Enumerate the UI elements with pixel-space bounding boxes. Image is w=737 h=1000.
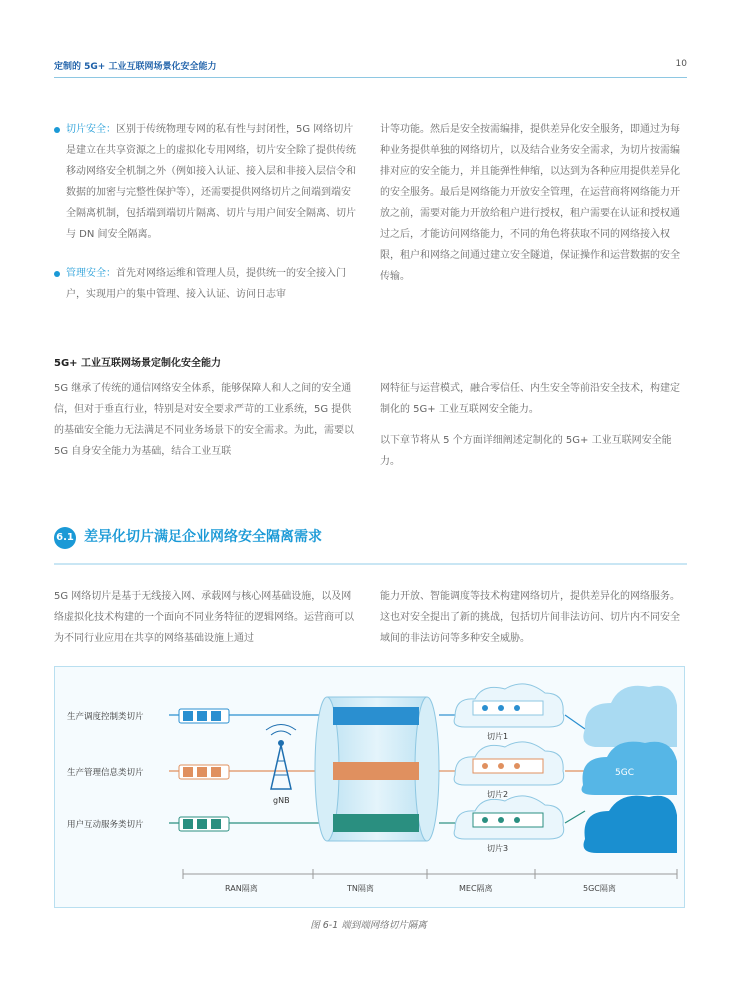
bullet-lead: 管理安全： [66, 268, 116, 279]
row-label-management: 生产管理信息类切片 [67, 768, 144, 778]
page-number: 10 [675, 59, 687, 69]
mec-cloud-1 [454, 684, 564, 727]
transport-pipe [315, 697, 439, 841]
block2-right-column [380, 378, 686, 472]
row-label-control: 生产调度控制类切片 [67, 712, 144, 722]
mec-cloud-2 [454, 742, 564, 785]
slice-row-1-blocks [169, 709, 333, 723]
paragraph: 计等功能。然后是安全按需编排，提供差异化安全服务，即通过为每种业务提供单独的网络切片，以及结合业务安全需求，为切片按需编排对应的安全能力，并且能弹性伸缩，以达到为各种应用提供差异化的安全服务。最后是网络能力开放安全管理，在运营商将网络能力开放之前，需要对能力开放给租户进行授权，租户需要在认证和授权通过之后，才能访问网络能力，不同的角色将获取不同的网络接入权限，租户和网络之间通过建立安全隧道，保证操作和运营数据的安全传输。 [380, 124, 680, 282]
bullet-body: 首先对网络运维和管理人员，提供统一的安全接入门户，实现用户的集中管理、接入认证、访问日志审 [66, 268, 346, 300]
bullet-dot-icon [54, 127, 60, 133]
bullet-slice-security [54, 119, 358, 245]
segment-tn: TN隔离 [347, 884, 374, 893]
bullet-management-security [54, 263, 358, 305]
section-title: 差异化切片满足企业网络安全隔离需求 [84, 529, 322, 545]
slice-label-3: 切片3 [487, 844, 509, 853]
paragraph: 网特征与运营模式，融合零信任、内生安全等前沿安全技术，构建定制化的 5G+ 工业互联网安全能力。 [380, 383, 680, 415]
core-label: 5GC [615, 768, 634, 778]
header-title: 定制的 5G+ 工业互联网场景化安全能力 [54, 62, 217, 72]
gnb-label: gNB [273, 796, 290, 805]
segment-ran: RAN隔离 [225, 884, 258, 893]
segment-5gc: 5GC隔离 [583, 884, 616, 893]
slice-row-2-blocks [169, 765, 333, 779]
bullet-dot-icon [54, 271, 60, 277]
bullet-body: 区别于传统物理专网的私有性与封闭性，5G 网络切片是建立在共享资源之上的虚拟化专用网络，切片安全除了提供传统移动网络安全机制之外（例如接入认证、接入层和非接入层信令和数据的加密与完整性保护等），还需要提供网络切片之间端到端安全隔离机制，包括端到端切片隔离、切片与用户间安全隔离、切片与 DN 间安全隔离。 [66, 124, 356, 240]
block1-right-column [380, 119, 686, 287]
row-label-interaction: 用户互动服务类切片 [67, 820, 144, 830]
section-divider [54, 563, 687, 565]
paragraph: 能力开放、智能调度等技术构建网络切片，提供差异化的网络服务。这也对安全提出了新的挑战，包括切片间非法访问、切片内不同安全域间的非法访问等多种安全威胁。 [380, 591, 680, 644]
slice-label-1: 切片1 [487, 732, 509, 741]
section-number-badge: 6.1 [54, 527, 76, 549]
block2-left-column [54, 378, 358, 462]
paragraph: 5G 网络切片是基于无线接入网、承载网与核心网基础设施，以及网络虚拟化技术构建的一个面向不同业务特征的逻辑网络。运营商可以为不同行业应用在共享的网络基础设施上通过 [54, 591, 354, 644]
block1-left-column [54, 119, 358, 305]
paragraph: 5G 继承了传统的通信网络安全体系，能够保障人和人之间的安全通信，但对于垂直行业，特别是对安全要求严苛的工业系统，5G 提供的基础安全能力无法满足不同业务场景下的安全需求。为此，需要以 5G 自身安全能力为基础，结合工业互联 [54, 383, 354, 457]
header-divider [54, 77, 687, 78]
figure-network-slicing [54, 666, 685, 908]
slice-label-2: 切片2 [487, 790, 509, 799]
subsection-heading: 5G+ 工业互联网场景定制化安全能力 [54, 358, 222, 369]
isolation-ruler [183, 869, 677, 879]
paragraph: 以下章节将从 5 个方面详细阐述定制化的 5G+ 工业互联网安全能力。 [380, 435, 672, 467]
figure-caption: 图 6-1 端到端网络切片隔离 [310, 920, 427, 931]
slice-row-3-blocks [169, 817, 333, 831]
section-left-column [54, 586, 358, 649]
gnb-tower-icon [266, 725, 296, 790]
bullet-lead: 切片安全： [66, 124, 116, 135]
mec-cloud-3 [454, 796, 564, 839]
section-right-column [380, 586, 686, 649]
segment-mec: MEC隔离 [459, 884, 493, 893]
